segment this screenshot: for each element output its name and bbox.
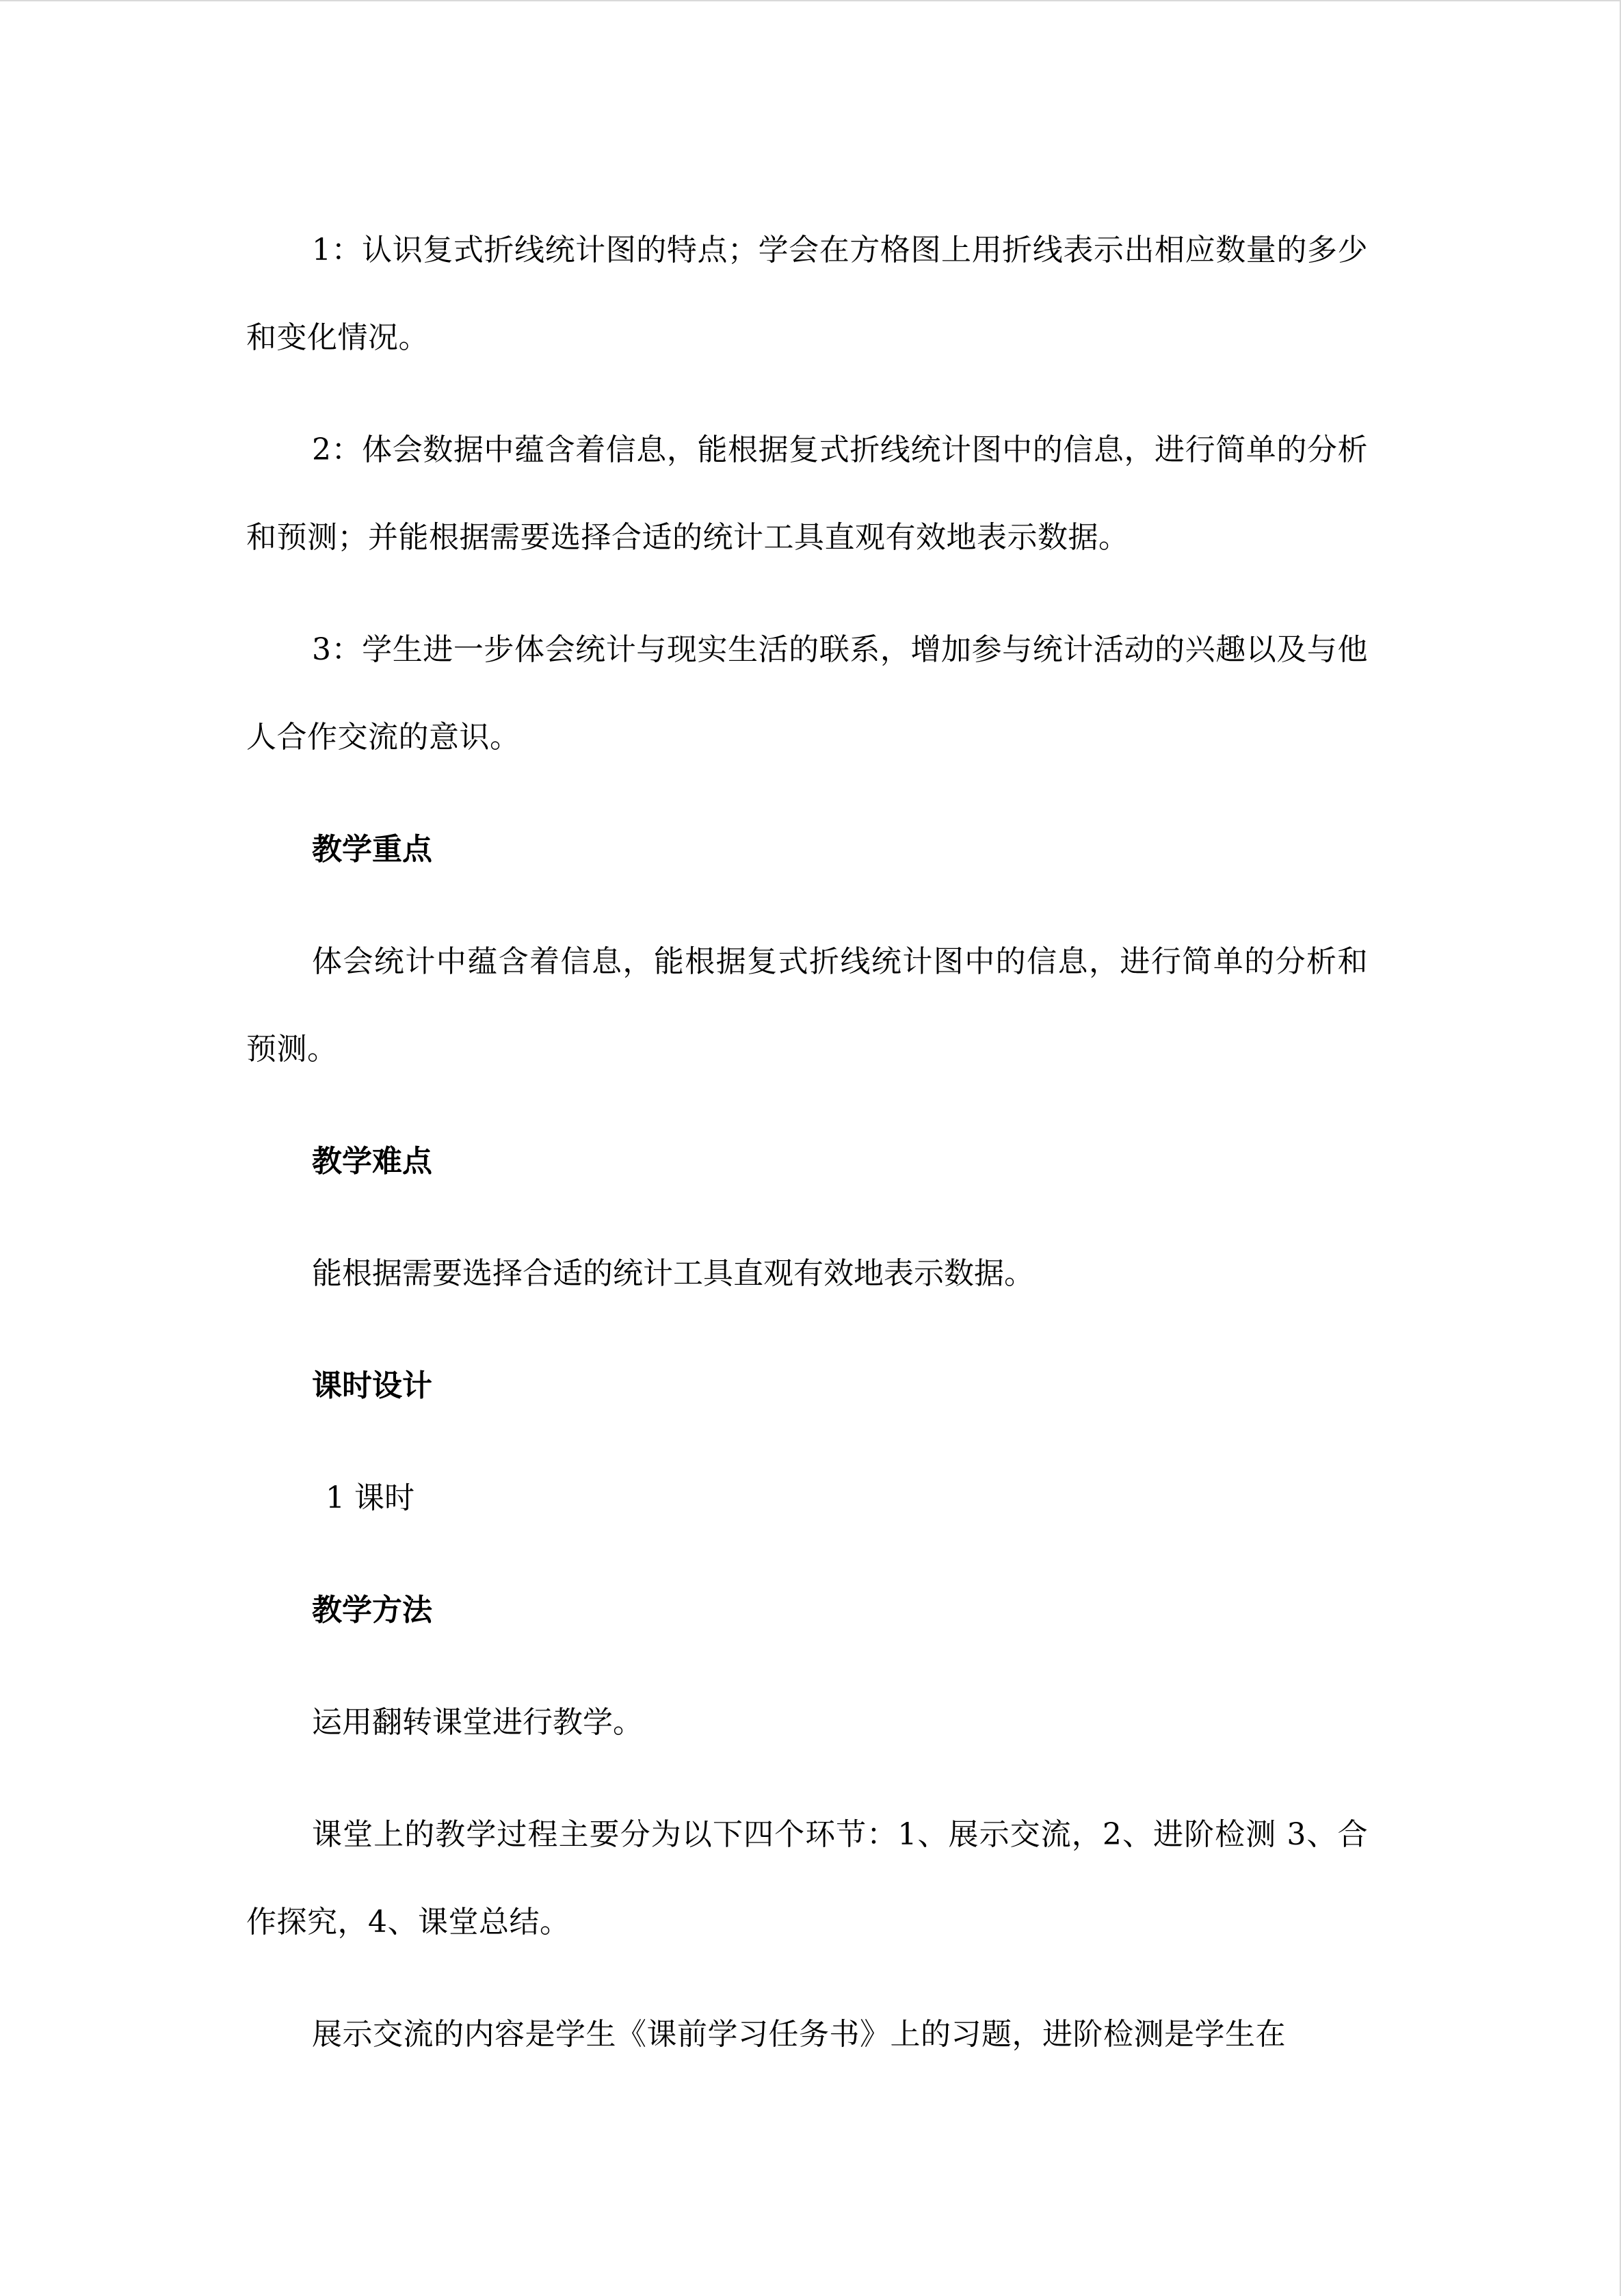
difficulty-heading: 教学难点 [312, 1144, 432, 1179]
method-paragraph: 运用翻转课堂进行教学。 [312, 1705, 643, 1740]
exchange-paragraph: 展示交流的内容是学生《课前学习任务书》上的习题，进阶检测是学生在 [312, 2017, 1286, 2052]
document-body [246, 207, 1368, 2078]
method-heading: 教学方法 [312, 1593, 432, 1628]
objective-paragraph-3: 3：学生进一步体会统计与现实生活的联系，增加参与统计活动的兴趣以及与他人合作交流的意识。 [246, 632, 1368, 755]
difficulty-paragraph: 能根据需要选择合适的统计工具直观有效地表示数据。 [312, 1256, 1034, 1291]
key-point-heading: 教学重点 [312, 832, 432, 867]
objective-paragraph-2: 2：体会数据中蕴含着信息，能根据复式折线统计图中的信息，进行简单的分析和预测；并能根据需要选择合适的统计工具直观有效地表示数据。 [246, 432, 1368, 555]
objective-paragraph-1: 1：认识复式折线统计图的特点；学会在方格图上用折线表示出相应数量的多少和变化情况。 [246, 233, 1368, 355]
lesson-design-heading: 课时设计 [312, 1368, 432, 1403]
process-paragraph: 课堂上的教学过程主要分为以下四个环节：1、展示交流，2、进阶检测 3、合作探究，4、课堂总结。 [246, 1817, 1368, 1940]
lesson-design-paragraph: 1 课时 [326, 1480, 414, 1515]
key-point-paragraph: 体会统计中蕴含着信息，能根据复式折线统计图中的信息，进行简单的分析和预测。 [246, 944, 1368, 1067]
